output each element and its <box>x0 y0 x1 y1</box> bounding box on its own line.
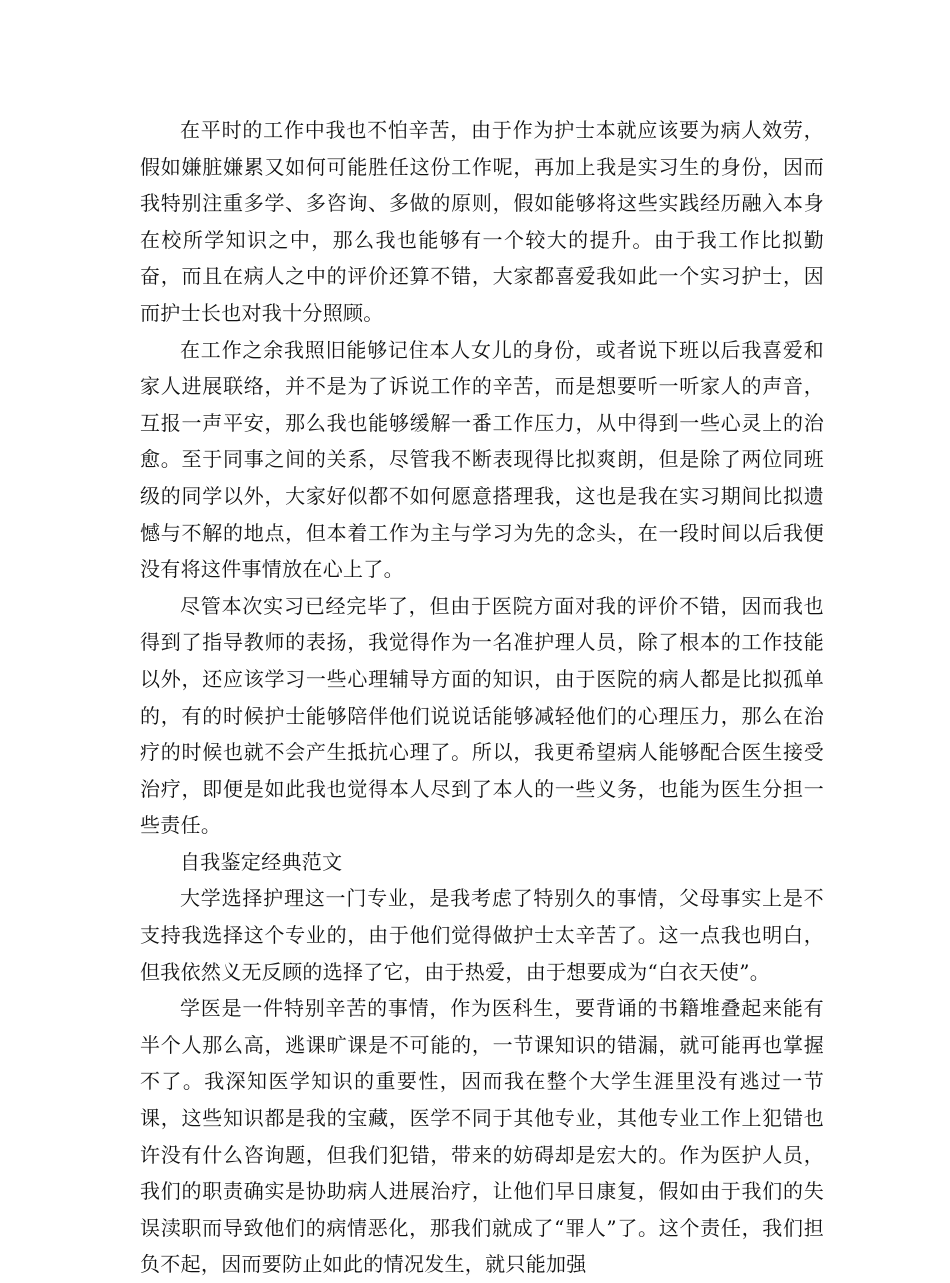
paragraph-1: 在平时的工作中我也不怕辛苦，由于作为护士本就应该要为病人效劳，假如嫌脏嫌累又如何可能胜任这份工作呢，再加上我是实习生的身份，因而我特别注重多学、多咨询、多做的原则，假如能够将这些实践经历融入本身在校所学知识之中，那么我也能够有一个较大的提升。由于我工作比拟勤奋，而且在病人之中的评价还算不错，大家都喜爱我如此一个实习护士，因而护士长也对我十分照顾。 <box>140 118 824 325</box>
paragraph-2: 在工作之余我照旧能够记住本人女儿的身份，或者说下班以后我喜爱和家人进展联络，并不是为了诉说工作的辛苦，而是想要听一听家人的声音，互报一声平安，那么我也能够缓解一番工作压力，从中得到一些心灵上的治愈。至于同事之间的关系，尽管我不断表现得比拟爽朗，但是除了两位同班级的同学以外，大家好似都不如何愿意搭理我，这也是我在实习期间比拟遗憾与不解的地点，但本着工作为主与学习为先的念头，在一段时间以后我便没有将这件事情放在心上了。 <box>140 337 824 582</box>
paragraph-4: 大学选择护理这一门专业，是我考虑了特别久的事情，父母事实上是不支持我选择这个专业的，由于他们觉得做护士太辛苦了。这一点我也明白，但我依然义无反顾的选择了它，由于热爱，由于想要成为“白衣天使”。 <box>140 886 824 984</box>
document-body <box>140 112 824 1283</box>
paragraph-5: 学医是一件特别辛苦的事情，作为医科生，要背诵的书籍堆叠起来能有半个人那么高，逃课旷课是不可能的，一节课知识的错漏，就可能再也掌握不了。我深知医学知识的重要性，因而我在整个大学生涯里没有逃过一节课，这些知识都是我的宝藏，医学不同于其他专业，其他专业工作上犯错也许没有什么咨询题，但我们犯错，带来的妨碍却是宏大的。作为医护人员，我们的职责确实是协助病人进展治疗，让他们早日康复，假如由于我们的失误渎职而导致他们的病情恶化，那我们就成了“罪人”了。这个责任，我们担负不起，因而要防止如此的情况发生，就只能加强 <box>140 996 824 1277</box>
section-heading: 自我鉴定经典范文 <box>180 849 343 874</box>
paragraph-3: 尽管本次实习已经完毕了，但由于医院方面对我的评价不错，因而我也得到了指导教师的表扬，我觉得作为一名准护理人员，除了根本的工作技能以外，还应该学习一些心理辅导方面的知识，由于医院的病人都是比拟孤单的，有的时候护士能够陪伴他们说说话能够减轻他们的心理压力，那么在治疗的时候也就不会产生抵抗心理了。所以，我更希望病人能够配合医生接受治疗，即便是如此我也觉得本人尽到了本人的一些义务，也能为医生分担一些责任。 <box>140 593 824 838</box>
